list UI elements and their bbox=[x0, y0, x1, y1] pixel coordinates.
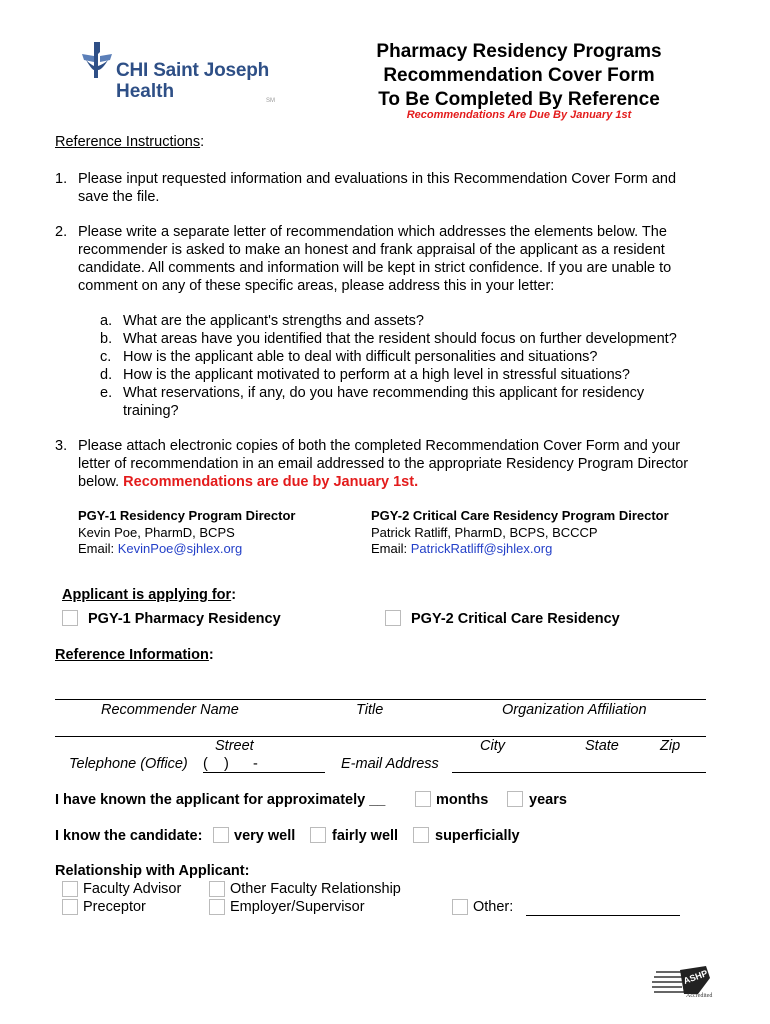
email-input-line[interactable] bbox=[452, 772, 706, 773]
item-2-line-3: candidate. All comments and information will be kept in strict confidence. If you are unable to bbox=[78, 260, 672, 276]
accredited-text: Accredited bbox=[686, 993, 713, 999]
form-title-2: Recommendation Cover Form bbox=[383, 65, 655, 86]
form-title-3: To Be Completed By Reference bbox=[378, 89, 660, 110]
sub-c-text: How is the applicant able to deal with difficult personalities and situations? bbox=[123, 349, 598, 365]
item-1-number: 1. bbox=[55, 171, 68, 187]
cross-logo-icon bbox=[80, 40, 114, 80]
logo-text-2: Health bbox=[116, 81, 175, 102]
item-3-line-3: below. Recommendations are due by January 1st. bbox=[78, 474, 419, 490]
item-2-number: 2. bbox=[55, 224, 68, 240]
chi-logo bbox=[80, 40, 280, 106]
item-2-line-1: Please write a separate letter of recommendation which addresses the elements below. The bbox=[78, 224, 667, 240]
pgy2-checkbox[interactable] bbox=[385, 610, 401, 626]
sub-b-letter: b. bbox=[100, 331, 113, 347]
director-pgy2-email-link[interactable]: PatrickRatliff@sjhlex.org bbox=[410, 541, 553, 556]
fairly-well-checkbox[interactable] bbox=[310, 827, 326, 843]
superficially-checkbox[interactable] bbox=[413, 827, 429, 843]
telephone-label: Telephone (Office) bbox=[69, 756, 188, 772]
director-pgy1 bbox=[78, 508, 295, 558]
sub-b-text: What areas have you identified that the resident should focus on further development? bbox=[123, 331, 677, 347]
know-candidate-label: I know the candidate: bbox=[55, 828, 203, 844]
fairly-well-label: fairly well bbox=[332, 828, 399, 844]
organization-label: Organization Affiliation bbox=[502, 702, 647, 718]
director-pgy2-name: Patrick Ratliff, PharmD, BCPS, BCCCP bbox=[371, 524, 598, 540]
item-3-line-1: Please attach electronic copies of both the completed Recommendation Cover Form and your bbox=[78, 438, 681, 454]
years-checkbox[interactable] bbox=[507, 791, 523, 807]
director-pgy1-email-link[interactable]: KevinPoe@sjhlex.org bbox=[117, 541, 243, 556]
very-well-label: very well bbox=[234, 828, 296, 844]
item-3-due-red: Recommendations are due by January 1st. bbox=[123, 474, 419, 490]
other-input-line[interactable] bbox=[526, 915, 680, 916]
item-1-line-1: Please input requested information and evaluations in this Recommendation Cover Form and bbox=[78, 171, 677, 187]
sub-e-letter: e. bbox=[100, 385, 113, 401]
reference-info-heading: Reference Information: bbox=[55, 647, 214, 663]
city-label: City bbox=[480, 738, 505, 754]
months-checkbox[interactable] bbox=[415, 791, 431, 807]
sub-e-text-cont: training? bbox=[123, 403, 179, 419]
employer-label: Employer/Supervisor bbox=[230, 899, 365, 915]
address-line[interactable] bbox=[55, 736, 706, 737]
street-label: Street bbox=[215, 738, 254, 754]
faculty-advisor-label: Faculty Advisor bbox=[83, 881, 182, 897]
zip-label: Zip bbox=[660, 738, 681, 754]
faculty-advisor-checkbox[interactable] bbox=[62, 881, 78, 897]
director-pgy1-name: Kevin Poe, PharmD, BCPS bbox=[78, 524, 235, 540]
known-label: I have known the applicant for approximately __ bbox=[55, 792, 386, 808]
sub-d-text: How is the applicant motivated to perform at a high level in stressful situations? bbox=[123, 367, 630, 383]
director-pgy1-heading: PGY-1 Residency Program Director bbox=[78, 508, 296, 523]
other-label: Other: bbox=[473, 899, 514, 915]
very-well-checkbox[interactable] bbox=[213, 827, 229, 843]
item-3-line-2: letter of recommendation in an email addressed to the appropriate Residency Program Director bbox=[78, 456, 689, 472]
item-2-line-2: recommender is asked to make an honest and frank appraisal of the applicant as a resident bbox=[78, 242, 665, 258]
logo-sm-mark: SM bbox=[266, 98, 275, 104]
relationship-heading: Relationship with Applicant: bbox=[55, 863, 250, 879]
due-note: Recommendations Are Due By January 1st bbox=[406, 109, 632, 121]
recommender-name-label: Recommender Name bbox=[101, 702, 239, 718]
sub-d-letter: d. bbox=[100, 367, 113, 383]
instructions-heading: Reference Instructions: bbox=[55, 134, 205, 150]
director-pgy2-heading: PGY-2 Critical Care Residency Program Director bbox=[371, 508, 669, 523]
director-pgy2-email-row: Email: PatrickRatliff@sjhlex.org bbox=[371, 541, 553, 556]
sub-e-text: What reservations, if any, do you have recommending this applicant for residency bbox=[123, 385, 645, 401]
pgy1-label: PGY-1 Pharmacy Residency bbox=[88, 611, 281, 627]
director-pgy1-email-row: Email: KevinPoe@sjhlex.org bbox=[78, 541, 243, 556]
pgy2-label: PGY-2 Critical Care Residency bbox=[411, 611, 620, 627]
sub-c-letter: c. bbox=[100, 349, 112, 365]
telephone-input[interactable]: ( ) - bbox=[203, 756, 325, 773]
recommender-line[interactable] bbox=[55, 699, 706, 700]
email-label: E-mail Address bbox=[341, 756, 439, 772]
other-faculty-label: Other Faculty Relationship bbox=[230, 881, 401, 897]
sub-a-letter: a. bbox=[100, 313, 113, 329]
state-label: State bbox=[585, 738, 619, 754]
ashp-accredited-badge bbox=[650, 964, 720, 1004]
item-1-line-2: save the file. bbox=[78, 189, 160, 205]
title-label: Title bbox=[356, 702, 384, 718]
other-checkbox[interactable] bbox=[452, 899, 468, 915]
sub-a-text: What are the applicant's strengths and assets? bbox=[123, 313, 424, 329]
ashp-letters: ASHP bbox=[682, 968, 709, 986]
item-2-line-4: comment on any of these specific areas, please address this in your letter: bbox=[78, 278, 555, 294]
item-3-number: 3. bbox=[55, 438, 68, 454]
pgy1-checkbox[interactable] bbox=[62, 610, 78, 626]
months-label: months bbox=[436, 792, 489, 808]
years-label: years bbox=[529, 792, 567, 808]
superficially-label: superficially bbox=[435, 828, 520, 844]
director-pgy2 bbox=[371, 508, 669, 558]
preceptor-label: Preceptor bbox=[83, 899, 146, 915]
applying-heading: Applicant is applying for: bbox=[62, 587, 237, 603]
preceptor-checkbox[interactable] bbox=[62, 899, 78, 915]
logo-text: CHI Saint Joseph bbox=[116, 60, 270, 81]
form-title-1: Pharmacy Residency Programs bbox=[376, 41, 662, 62]
other-faculty-checkbox[interactable] bbox=[209, 881, 225, 897]
employer-checkbox[interactable] bbox=[209, 899, 225, 915]
